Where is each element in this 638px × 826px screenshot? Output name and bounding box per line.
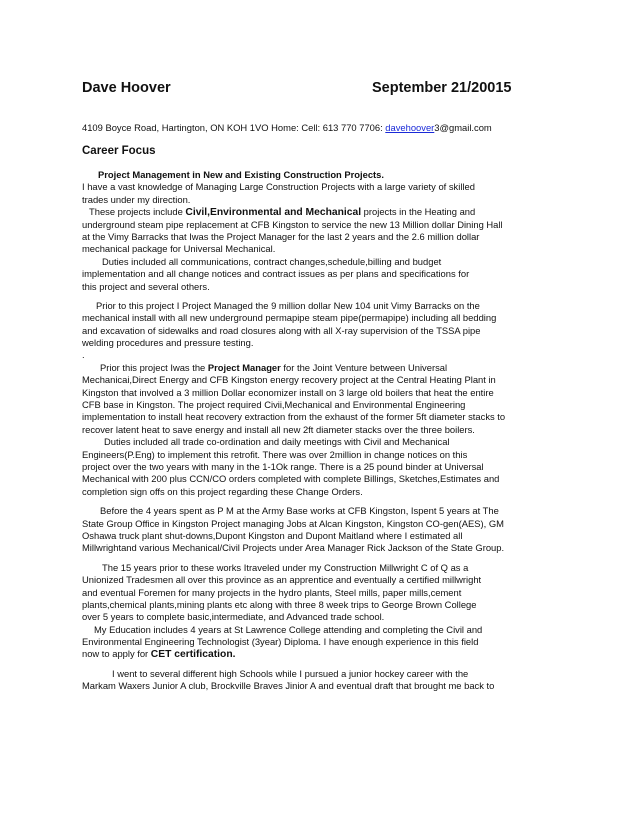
body-line: . [82,349,85,361]
body-line: welding procedures and pressure testing. [82,337,254,349]
body-line [82,362,562,374]
body-line: Millwrightand various Mechanical/Civil Projects under Area Manager Rick Jackson of the State Group. [82,542,505,554]
body-line: Oshawa truck plant shut-downs,Dupont Kingston and Dupont Maitland where I estimated all [82,529,463,541]
body-line: and excavation of sidewalks and road closures along with all X-ray supervision of the TSSA pipe [82,324,481,336]
body-line [82,206,562,218]
body-line: Duties included all communications, contract changes,schedule,billing and budget [102,255,442,267]
body-line: CFB base in Kingston. The project required Civii,Mechanical and Environmental Engineering [82,399,466,411]
paragraph-heading: Project Management in New and Existing Construction Projects. [98,169,384,180]
body-line: Mechanical with 200 plus CCN/CO orders completed with complete Billings, Sketches,Estimates and [82,473,500,485]
resume-body [82,169,562,693]
emphasized-text: Project Manager [207,361,281,373]
body-line: Duties included all trade co-ordination and daily meetings with Civil and Mechanical [104,436,450,448]
emphasized-text: Civil,Environmental and Mechanical [185,207,362,219]
body-line: over 5 years to complete basic,intermediate, and Advanced trade school. [82,611,385,623]
document-date: September 21/20015 [372,80,512,96]
body-line: mechanical install with all new underground permapipe steam pipe(permapipe) including all bedding [82,312,497,324]
body-line: implementation and all change notices and contract issues as per plans and specifications for [82,268,470,280]
body-line: Prior to this project I Project Managed the 9 million dollar New 104 unit Vimy Barracks on the [96,299,480,311]
body-line: trades under my direction. [82,193,191,205]
body-line: Before the 4 years spent as P M at the Army Base works at CFB Kingston, Ispent 5 years at The [100,505,499,517]
email-domain: 3@gmail.com [434,122,492,133]
body-line: recover latent heat to save energy and install all new 2ft diameter stacks over the three boilers. [82,423,475,435]
body-line: Environmental Engineering Technologist (3year) Diploma. I have enough experience in this field [82,636,479,648]
body-text: Prior this project Iwas the [100,361,208,373]
body-line: State Group Office in Kingston Project managing Jobs at Alcan Kingston, Kingston CO-gen(AES), GM [82,517,504,529]
contact-line [82,122,492,133]
body-line: project over the two years with many in the 1-1Ok range. There is a 25 pound binder at Universal [82,460,484,472]
body-text: now to apply for [82,648,151,660]
body-line: mechanical package for Universal Mechanical. [82,243,276,255]
body-line: Engineers(P.Eng) to implement this retrofit. There was over 2million in change notices on this [82,448,468,460]
body-text: These projects include [89,206,186,218]
contact-address-phone: 4109 Boyce Road, Hartington, ON KOH 1VO Home: Cell: 613 770 7706: [82,122,386,133]
body-line: Markam Waxers Junior A club, Brockville Braves Jinior A and eventual draft that brought me back to [82,680,495,692]
email-link[interactable]: davehoover [385,122,435,133]
body-line: implementation to install heat recovery extraction from the exhaust of the former 5ft diameter stacks to [82,411,506,423]
body-text: for the Joint Venture between Universal [280,361,448,373]
body-line: this project and several others. [82,280,210,292]
body-line: Kingston that involved a 3 million Dollar economizer install on 3 large old boilers that heat the entire [82,386,494,398]
body-line: completion sign offs on this project regarding these Change Orders. [82,485,363,497]
body-text: projects in the Heating and [361,206,476,218]
body-line: The 15 years prior to these works Itraveled under my Construction Millwright C of Q as a [102,561,469,573]
body-line: at the Vimy Barracks that Iwas the Project Manager for the last 2 years and the 2.6 million dollar [82,230,480,242]
section-title: Career Focus [82,145,156,157]
body-line: I have a vast knowledge of Managing Large Construction Projects with a large variety of skilled [82,181,475,193]
body-line: and eventual Foremen for many projects in the hydro plants, Steel mills, paper mills,cement [82,586,462,598]
body-line: Unionized Tradesmen all over this province as an apprentice and eventually a certified millwright [82,574,482,586]
body-line: underground steam pipe replacement at CFB Kingston to service the new 13 Million dollar Dining Hall [82,218,503,230]
body-line: plants,chemical plants,mining plants etc along with three 8 week trips to George Brown College [82,598,477,610]
body-line: Mechanicai,Direct Energy and CFB Kingston energy recovery project at the Central Heating Plant in [82,374,496,386]
resume-header [82,80,552,100]
body-line [82,648,562,660]
emphasized-text: CET certification. [150,649,236,661]
body-line: I went to several different high Schools while I pursued a junior hockey career with the [112,667,469,679]
applicant-name: Dave Hoover [82,80,171,96]
body-line: My Education includes 4 years at St Lawrence College attending and completing the Civil and [94,623,483,635]
